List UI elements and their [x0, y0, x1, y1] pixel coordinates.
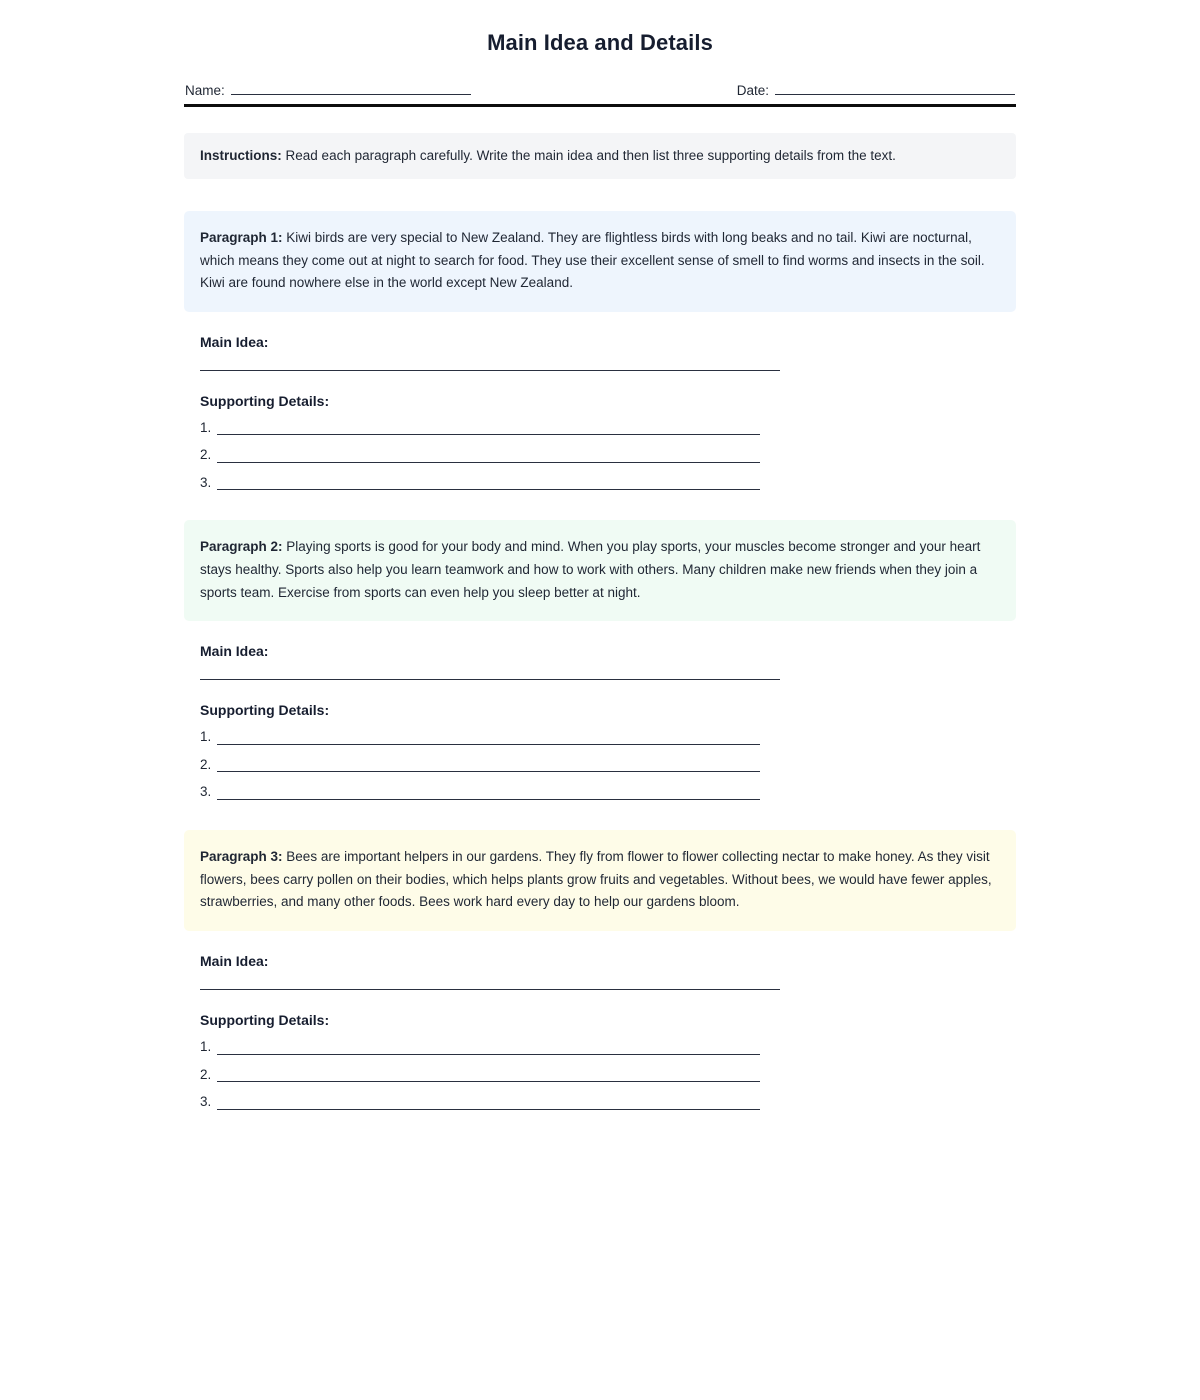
date-input-line[interactable]	[775, 82, 1015, 95]
supporting-details-heading-1: Supporting Details:	[200, 392, 330, 409]
paragraph-text-2: Playing sports is good for your body and mind. When you play sports, your muscles become stronger and your heart stays healthy. Sports also help you learn teamwork and how to work with others. Many children make new friends when they join a sports team. Exercise from sports can even help you sleep better at night.	[200, 539, 981, 600]
detail-item-2-2	[200, 758, 1016, 773]
detail-answer-line[interactable]	[217, 731, 760, 745]
paragraph-text-1: Kiwi birds are very special to New Zealand. They are flightless birds with long beaks and no tail. Kiwi are nocturnal, which means they come out at night to search for food. They use their excellent sense of smell to find worms and insects in the soil. Kiwi are found nowhere else in the world except New Zealand.	[200, 229, 985, 291]
detail-number: 2.	[200, 1066, 212, 1082]
detail-number: 3.	[200, 784, 212, 800]
paragraph-label-1: Paragraph 1:	[200, 229, 283, 245]
paragraph-box-2	[184, 520, 1016, 621]
supporting-details-heading-2: Supporting Details:	[200, 702, 330, 719]
name-input-line[interactable]	[231, 82, 471, 95]
main-idea-heading-2: Main Idea:	[200, 643, 269, 660]
page-title: Main Idea and Details	[487, 30, 713, 55]
detail-answer-line[interactable]	[217, 476, 760, 490]
detail-number: 1.	[200, 1039, 212, 1054]
main-idea-answer-line-2[interactable]	[200, 679, 780, 680]
detail-number: 1.	[200, 419, 212, 435]
date-field[interactable]	[737, 82, 1015, 98]
detail-item-1-1	[200, 421, 1016, 436]
detail-item-2-3	[200, 785, 1016, 800]
detail-number: 1.	[200, 729, 212, 745]
instructions-box	[184, 133, 1016, 179]
supporting-details-heading-3: Supporting Details:	[200, 1012, 330, 1028]
worksheet-sheet	[184, 0, 1016, 1110]
name-date-row	[184, 82, 1016, 104]
detail-number: 2.	[200, 756, 212, 772]
detail-item-1-2	[200, 448, 1016, 463]
main-idea-heading-1: Main Idea:	[200, 333, 269, 350]
detail-item-1-3	[200, 476, 1016, 491]
name-label: Name:	[185, 83, 225, 99]
main-idea-heading-3: Main Idea:	[200, 953, 269, 969]
detail-item-2-1	[200, 730, 1016, 745]
detail-number: 3.	[200, 1094, 212, 1109]
date-label: Date:	[736, 83, 769, 99]
paragraph-text-3: Bees are important helpers in our gardens. They fly from flower to flower collecting nectar to make honey. As they visit flowers, bees carry pollen on their bodies, which helps plants grow fruits and vegetables. Without bees, we would have fewer apples, strawberries, and many other foods. Bees work hard every day to help our gardens bloom.	[200, 848, 992, 910]
detail-answer-line[interactable]	[217, 1068, 760, 1082]
name-field[interactable]	[185, 82, 471, 98]
answer-area-2	[184, 643, 1016, 800]
detail-answer-line[interactable]	[217, 421, 760, 435]
paragraph-box-3	[184, 830, 1016, 931]
paragraph-box-1	[184, 211, 1016, 312]
answer-area-3	[184, 953, 1016, 1110]
detail-item-3-3	[200, 1095, 1016, 1110]
paragraph-label-2: Paragraph 2:	[200, 539, 283, 555]
detail-answer-line[interactable]	[217, 758, 760, 772]
instructions-text: Read each paragraph carefully. Write the main idea and then list three supporting details from the text.	[285, 148, 896, 164]
instructions-label: Instructions:	[200, 148, 282, 164]
main-idea-answer-line-3[interactable]	[200, 989, 780, 990]
detail-answer-line[interactable]	[217, 1041, 760, 1055]
paragraph-label-3: Paragraph 3:	[200, 848, 283, 864]
detail-item-3-2	[200, 1068, 1016, 1083]
answer-area-1	[184, 334, 1016, 491]
header-divider	[184, 104, 1016, 107]
main-idea-answer-line-1[interactable]	[200, 370, 780, 371]
detail-answer-line[interactable]	[217, 449, 760, 463]
detail-number: 3.	[200, 474, 212, 490]
detail-answer-line[interactable]	[217, 1096, 760, 1110]
detail-answer-line[interactable]	[217, 786, 760, 800]
detail-item-3-1	[200, 1040, 1016, 1055]
detail-number: 2.	[200, 447, 212, 463]
